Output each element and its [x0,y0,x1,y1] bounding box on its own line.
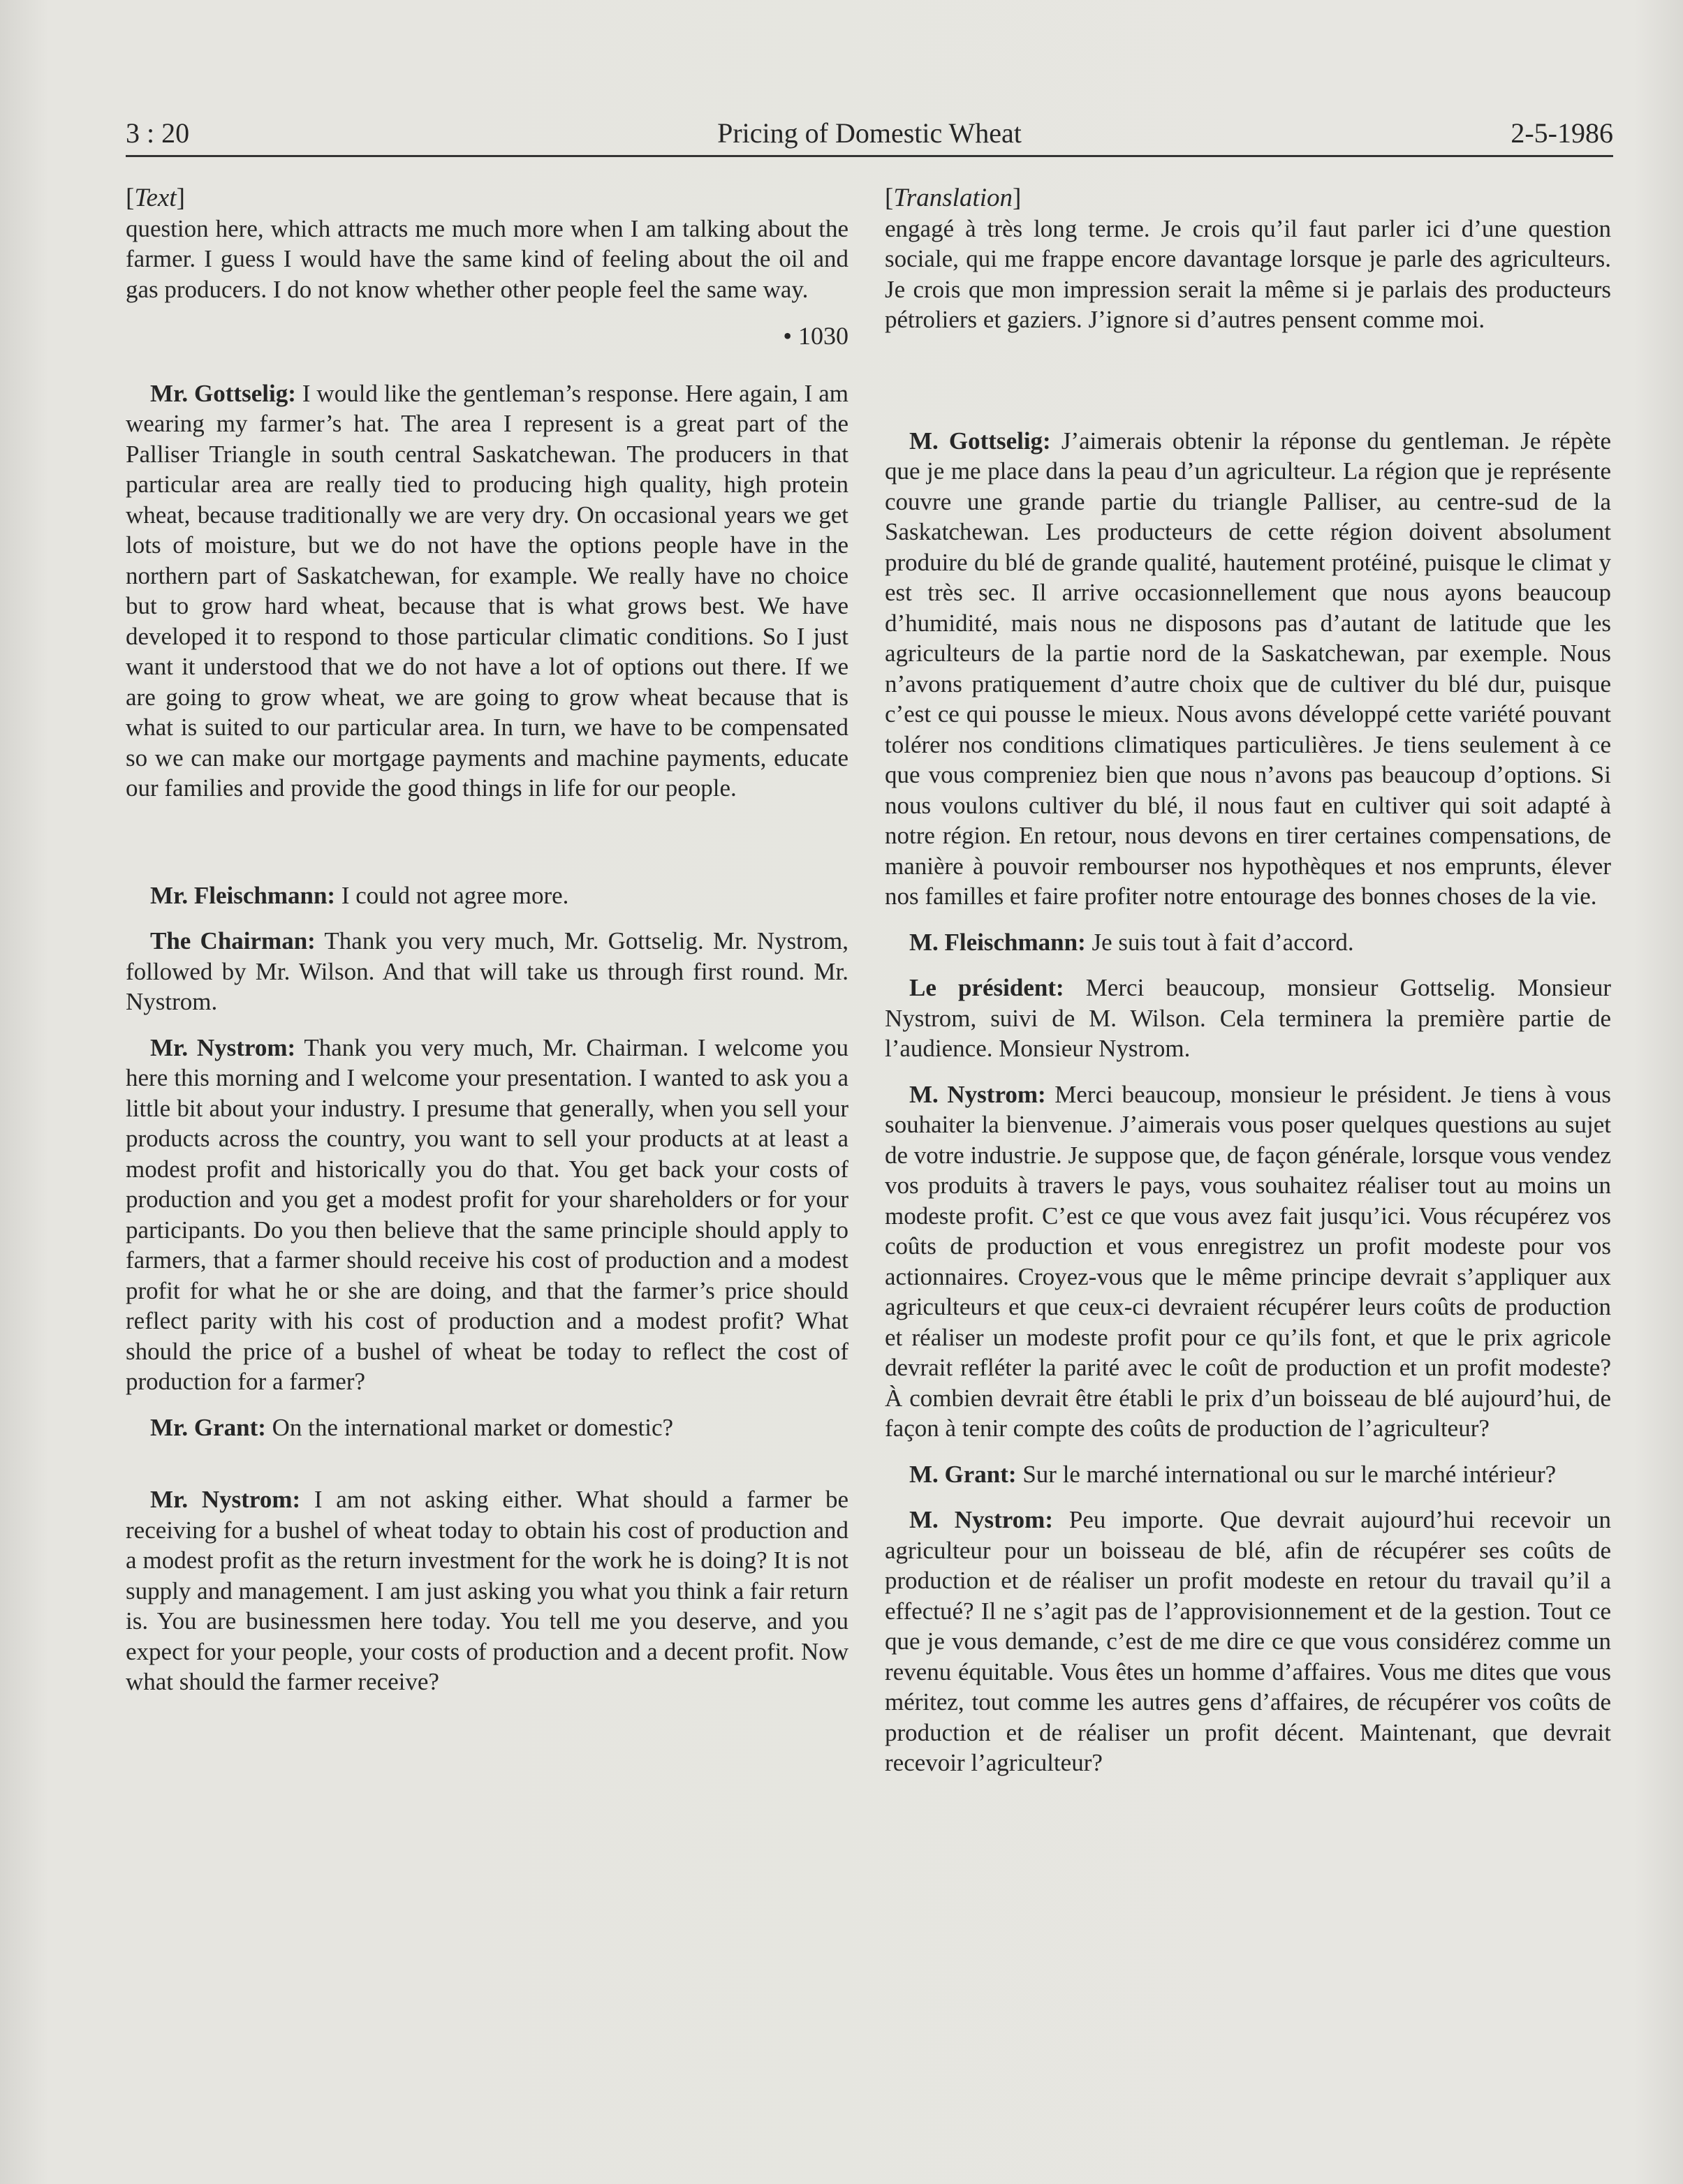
speech-paragraph [126,880,848,911]
speaker-name: M. Nystrom: [909,1080,1046,1108]
english-column [126,183,848,1697]
speech-paragraph [885,973,1611,1064]
speaker-name: M. Grant: [909,1460,1017,1488]
running-title: Pricing of Domestic Wheat [717,117,1022,149]
speech-text: I would like the gentleman’s response. Here again, I am wearing my farmer’s hat. The area I represent is a great part of the Palliser Triangle in south central Saskatchewan. The producers in that particular area are really tied to producing high quality, high protein wheat, because traditionally we are very dry. On occasional years we get lots of moisture, but we do not have the options people have in the northern part of Saskatchewan, for example. We really have no choice but to grow hard wheat, because that is what grows best. We have developed it to respond to those particular climatic conditions. So I just want it understood that we do not have a lot of options out there. If we are going to grow wheat, we are going to grow wheat because that is what is suited to our particular area. In turn, we have to be compensated so we can make our mortgage payments and machine payments, educate our families and provide the good things in life for our people. [126,379,849,802]
french-column [885,183,1611,1778]
speech-text: Merci beaucoup, monsieur Gottselig. Monsieur Nystrom, suivi de M. Wilson. Cela terminera la première partie de l’audience. Monsieur Nystrom. [885,974,1611,1062]
speaker-name: Mr. Nystrom: [150,1486,301,1513]
column-label: [Text] [126,184,185,212]
speech-text: I am not asking either. What should a farmer be receiving for a bushel of wheat today to obtain his cost of production and a modest profit as the return investment for the work he is doing? It is not supply and management. I am just asking you what you think a fair return is. You are businessmen here today. You tell me you deserve, and you expect for your people, your costs of production and a decent profit. Now what should the farmer receive? [126,1486,849,1695]
column-label-text: Text [134,184,177,212]
speech-text: On the international market or domestic? [272,1413,674,1441]
speech-paragraph [885,927,1611,958]
speaker-name: Mr. Gottselig: [150,379,296,407]
speech-paragraph [126,926,848,1017]
speech-paragraph [885,1459,1611,1490]
speech-paragraph [126,1033,848,1397]
speech-paragraph [885,1079,1611,1444]
time-marker: • 1030 [783,322,848,350]
speech-text: Thank you very much, Mr. Chairman. I welcome you here this morning and I welcome your presentation. I wanted to ask you a little bit about your industry. I presume that generally, when you sell your products across the country, you want to sell your products at at least a modest profit and historically you do that. You get back your costs of production and you get a modest profit for your shareholders or for your participants. Do you then believe that the same principle should apply to farmers, that a farmer should receive his cost of production and a modest profit for what he or she are doing, and that the farmer’s price should reflect parity with his cost of production and a modest profit? What should the price of a bushel of wheat be today to reflect the cost of production for a farmer? [126,1033,848,1395]
speech-text: Peu importe. Que devrait aujourd’hui recevoir un agriculteur pour un boisseau de blé, afin de récupérer ses coûts de production et de réaliser un profit modeste en retour du travail qu’il a effectué? Il ne s’agit pas de l’approvisionnement et de la gestion. Tout ce que je vous demande, c’est de me dire ce que vous considérez comme un revenu équitable. Vous êtes un homme d’affaires. Vous me dites que vous méritez, tout comme les autres gens d’affaires, de récupérer vos coûts de production et de réaliser un profit décent. Maintenant, que devrait recevoir l’agriculteur? [885,1506,1612,1776]
column-label: [Translation] [885,184,1022,212]
speaker-name: Le président: [909,974,1064,1001]
speech-paragraph [885,1505,1611,1778]
intro-paragraph: engagé à très long terme. Je crois qu’il faut parler ici d’une question sociale, qui me frappe encore davantage lorsque je parle des agriculteurs. Je crois que mon impression serait la même si je parlais des producteurs pétroliers et gaziers. J’ignore si d’autres pensent comme moi. [885,214,1611,333]
speaker-name: Mr. Grant: [150,1413,266,1441]
speech-text: Je suis tout à fait d’accord. [1092,928,1354,956]
speech-text: I could not agree more. [341,881,569,909]
page-header [126,112,1613,157]
page-number: 3 : 20 [126,117,190,149]
intro-paragraph: question here, which attracts me much more when I am talking about the farmer. I guess I would have the same kind of feeling about the oil and gas producers. I do not know whether other people feel the same way. [126,214,848,303]
speaker-name: M. Gottselig: [909,427,1051,455]
speech-text: J’aimerais obtenir la réponse du gentleman. Je répète que je me place dans la peau d’un agriculteur. La région que je représente couvre une grande partie du triangle Palliser, au centre-sud de la Saskatchewan. Les producteurs de cette région doivent absolument produire du blé de grande qualité, hautement protéiné, puisque le climat y est très sec. Il arrive occasionnellement que nous ayons beaucoup d’humidité, mais nous ne disposons pas d’autant de latitude que les agriculteurs de la partie nord de la Saskatchewan, par exemple. Nous n’avons pratiquement d’autre choix que de cultiver du blé dur, puisque c’est ce qui pousse le mieux. Nous avons développé cette variété pouvant tolérer nos conditions climatiques particulières. Je tiens seulement à ce que vous compreniez bien que nous n’avons pas beaucoup d’options. Si nous voulons cultiver du blé, il nous faut en cultiver qui soit adapté à notre région. En retour, nous devons en tirer certaines compensations, de manière à pouvoir rembourser nos hypothèques et nos emprunts, élever nos familles et faire profiter notre entourage des bonnes choses de la vie. [885,427,1612,910]
speech-paragraph [126,1484,848,1697]
speaker-name: M. Nystrom: [909,1506,1053,1533]
header-date: 2-5-1986 [1511,117,1613,149]
speaker-name: Mr. Fleischmann: [150,881,336,909]
speech-paragraph [885,426,1611,912]
speech-text: Thank you very much, Mr. Gottselig. Mr. Nystrom, followed by Mr. Wilson. And that will take us through first round. Mr. Nystrom. [126,927,848,1015]
speech-text: Sur le marché international ou sur le marché intérieur? [1022,1460,1557,1488]
speaker-name: M. Fleischmann: [909,928,1086,956]
speech-paragraph [126,378,848,804]
speech-paragraph [126,1412,848,1443]
column-label-text: Translation [893,184,1013,212]
speaker-name: Mr. Nystrom: [150,1033,296,1061]
speaker-name: The Chairman: [150,927,316,954]
speech-text: Merci beaucoup, monsieur le président. Je tiens à vous souhaiter la bienvenue. J’aimerais vous poser quelques questions au sujet de votre industrie. Je suppose que, de façon générale, lorsque vous vendez vos produits à travers le pays, vous souhaitez réaliser tout au moins un modeste profit. C’est ce que vous avez fait jusqu’ici. Vous récupérez vos coûts de production et vous enregistrez un profit modeste pour vos actionnaires. Croyez-vous que le même principe devrait s’appliquer aux agriculteurs et que ceux-ci devraient récupérer leurs coûts de production et réaliser un modeste profit pour ce qu’ils font, et que le prix agricole devrait refléter la parité avec le coût de production et un profit modeste? À combien devrait être établi le prix d’un boisseau de blé aujourd’hui, de façon à tenir compte des coûts de production de l’agriculteur? [885,1080,1611,1442]
